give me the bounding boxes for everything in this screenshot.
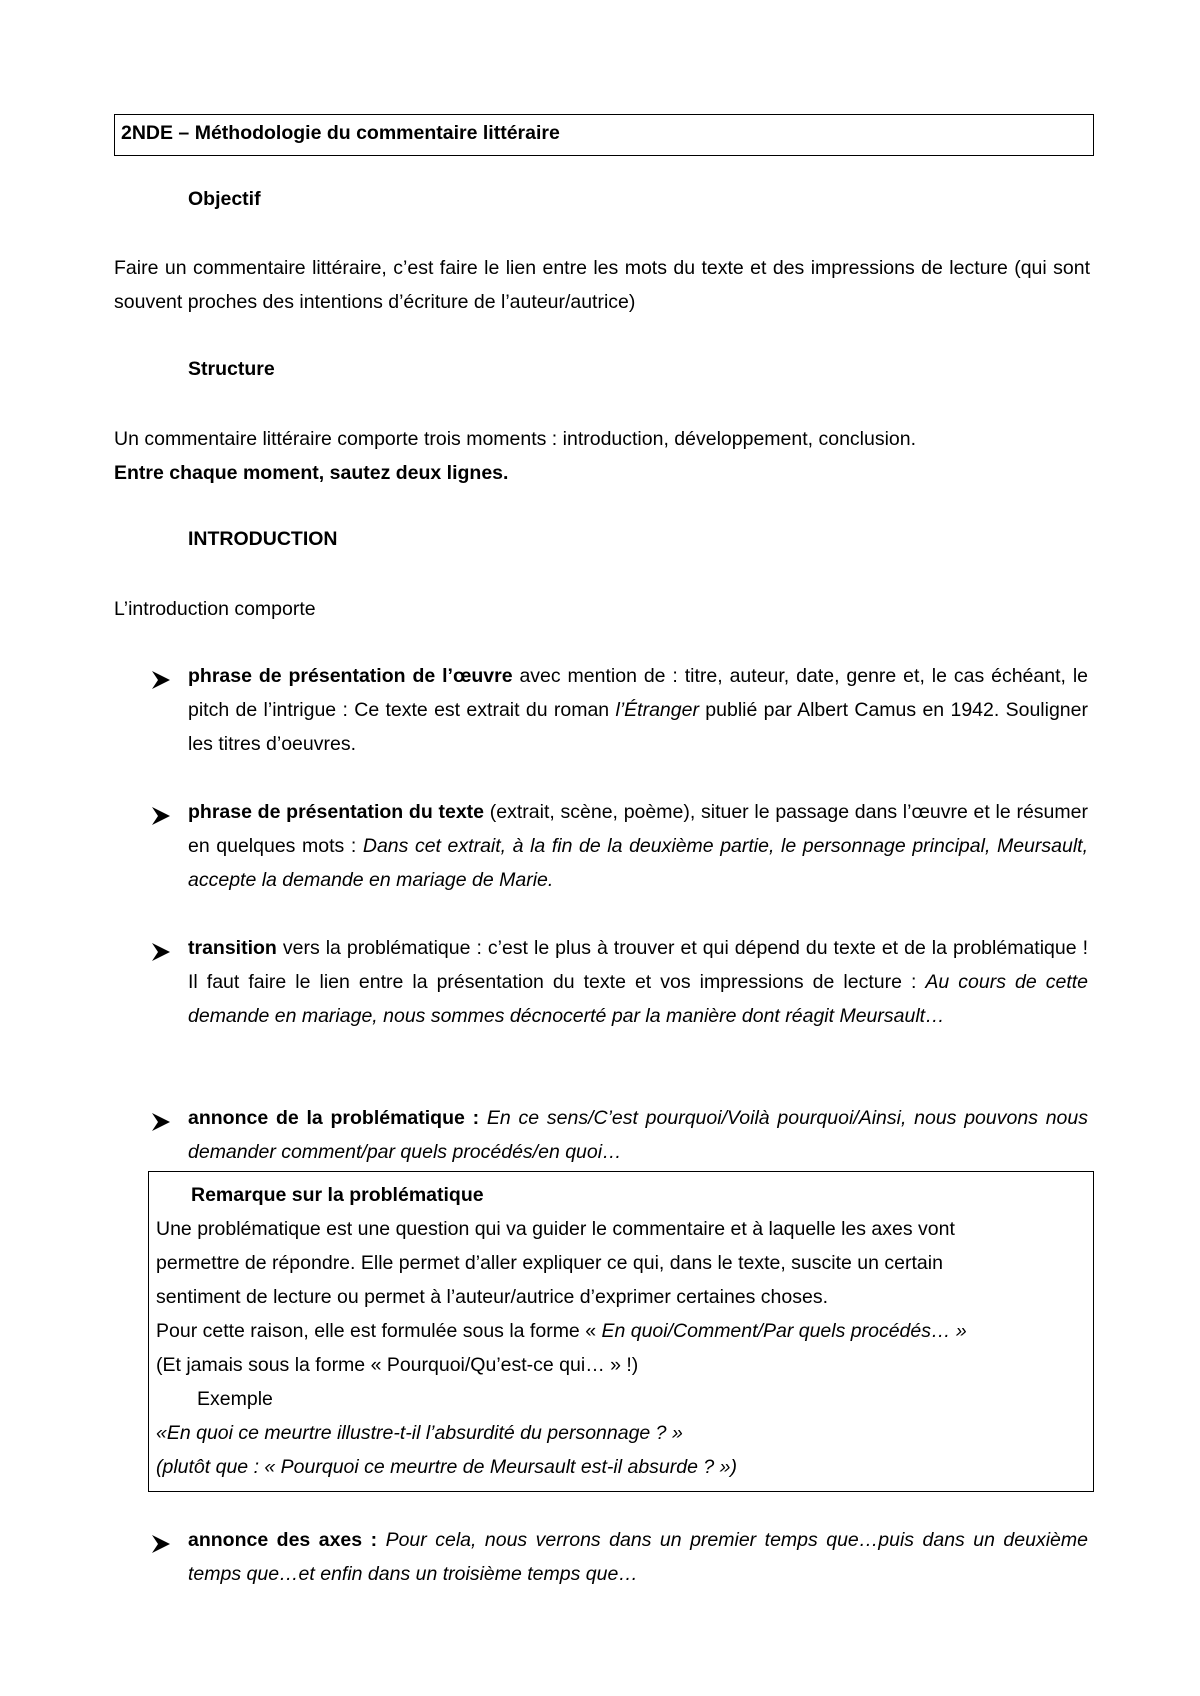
item-text: (extrait, scène, poème), situer le passage dans l’œuvre et le résumer en quelques mots : (188, 801, 1088, 857)
remark-box (148, 1171, 1094, 1492)
arrow-bullet-icon (150, 805, 172, 827)
structure-text: Un commentaire littéraire comporte trois moments : introduction, développement, conclusion. (114, 428, 917, 450)
book-title: l’Étranger (615, 699, 699, 721)
remark-line: (Et jamais sous la forme « Pourquoi/Qu’est-ce qui… » !) (156, 1354, 639, 1376)
remark-heading: Remarque sur la problématique (191, 1184, 484, 1206)
item-example: En ce sens/C’est pourquoi/Voilà pourquoi/Ainsi, nous pouvons nous demander comment/par quels procédés/en quoi… (188, 1107, 1088, 1163)
item-text: vers la problématique : c’est le plus à trouver et qui dépend du texte et de la problématique ! Il faut faire le lien entre la présentation du texte et vos impressions de lecture : (188, 937, 1088, 993)
structure-paragraph (114, 422, 1090, 490)
item-bold: phrase de présentation du texte (188, 801, 485, 823)
remark-line: sentiment de lecture ou permet à l’auteur/autrice d’exprimer certaines choses. (156, 1286, 828, 1308)
list-item (188, 931, 1088, 1033)
structure-bold-text: Entre chaque moment, sautez deux lignes. (114, 462, 509, 484)
item-bold: annonce des axes : (188, 1529, 378, 1551)
arrow-bullet-icon (150, 1533, 172, 1555)
list-item (188, 1101, 1088, 1169)
list-item (188, 659, 1088, 761)
list-item (188, 1523, 1088, 1591)
introduction-lead: L’introduction comporte (114, 598, 316, 620)
heading-objectif: Objectif (188, 188, 261, 210)
remark-line (156, 1314, 1087, 1348)
item-bold: phrase de présentation de l’œuvre (188, 665, 513, 687)
remark-line: Une problématique est une question qui va guider le commentaire et à laquelle les axes vont (156, 1218, 955, 1240)
item-example: Pour cela, nous verrons dans un premier temps que…puis dans un deuxième temps que…et enfin dans un troisième temps que… (188, 1529, 1088, 1585)
arrow-bullet-icon (150, 1111, 172, 1133)
arrow-bullet-icon (150, 669, 172, 691)
example-line: «En quoi ce meurtre illustre-t-il l’absurdité du personnage ? » (156, 1422, 683, 1444)
list-item (188, 795, 1088, 897)
objectif-paragraph: Faire un commentaire littéraire, c’est faire le lien entre les mots du texte et des impressions de lecture (qui sont souvent proches des intentions d’écriture de l’auteur/autrice) (114, 257, 1090, 313)
remark-line: permettre de répondre. Elle permet d’aller expliquer ce qui, dans le texte, suscite un certain (156, 1252, 943, 1274)
item-example: Au cours de cette demande en mariage, nous sommes décnocerté par la manière dont réagit Meursault… (188, 971, 1088, 1027)
item-bold: annonce de la problématique : (188, 1107, 480, 1129)
heading-introduction: INTRODUCTION (188, 528, 338, 550)
heading-structure: Structure (188, 358, 275, 380)
item-text: publié par Albert Camus en 1942. Souligner les titres d’oeuvres. (188, 699, 1088, 755)
example-line: (plutôt que : « Pourquoi ce meurtre de Meursault est-il absurde ? ») (156, 1456, 737, 1478)
arrow-bullet-icon (150, 941, 172, 963)
example-heading: Exemple (197, 1388, 273, 1410)
item-example: Dans cet extrait, à la fin de la deuxième partie, le personnage principal, Meursault, accepte la demande en mariage de Marie. (188, 835, 1088, 891)
remark-italic: En quoi/Comment/Par quels procédés… » (601, 1320, 967, 1342)
document-title: 2NDE – Méthodologie du commentaire littéraire (114, 114, 1094, 156)
item-text: avec mention de : titre, auteur, date, genre et, le cas échéant, le pitch de l’intrigue : Ce texte est extrait du roman (188, 665, 1088, 721)
item-bold: transition (188, 937, 277, 959)
remark-text: Pour cette raison, elle est formulée sous la forme « (156, 1320, 602, 1342)
